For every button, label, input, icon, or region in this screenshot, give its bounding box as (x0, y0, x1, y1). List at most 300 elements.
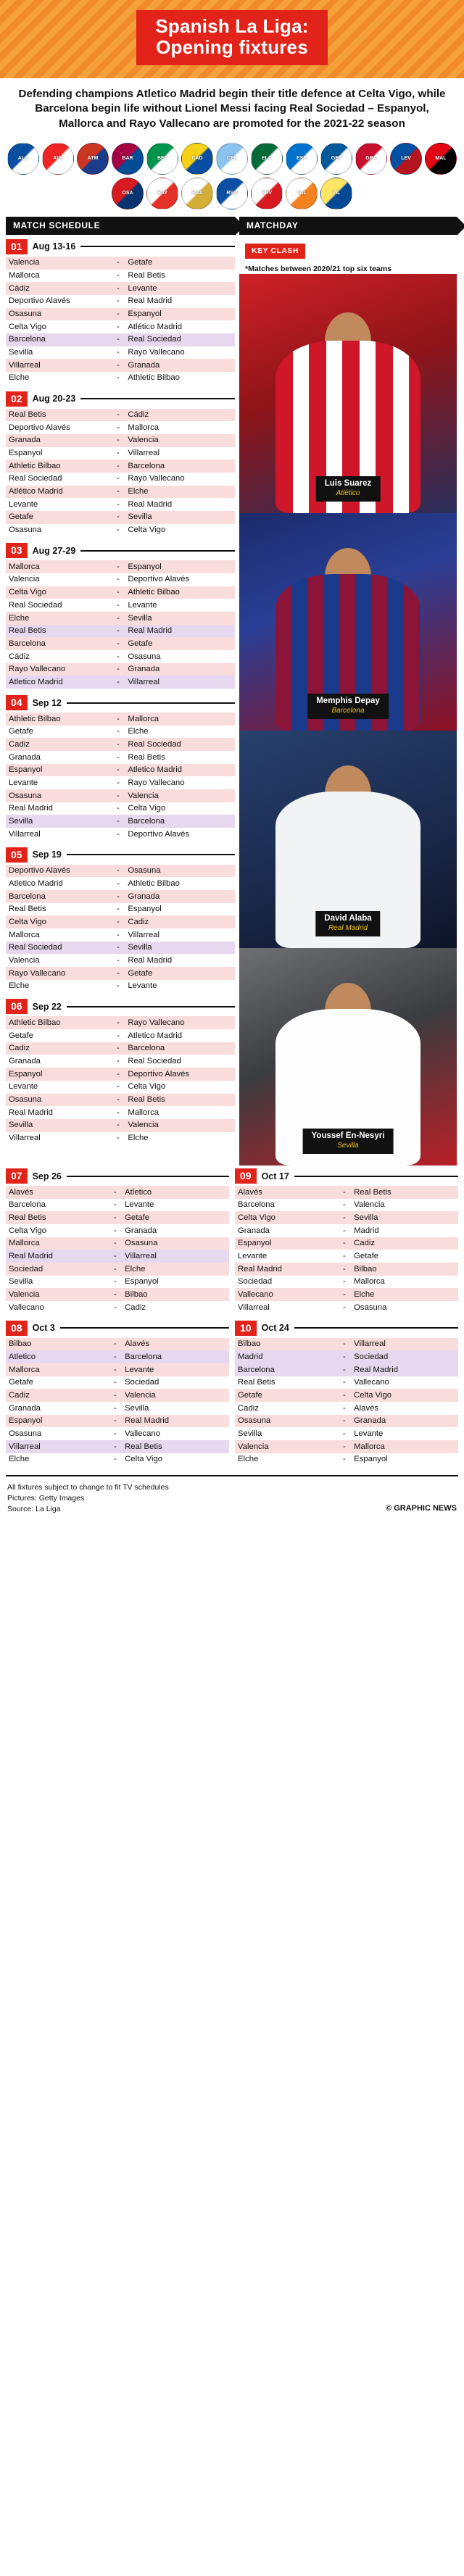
matchday-date: Aug 13-16 (32, 241, 76, 252)
away-team: Levante (125, 282, 235, 295)
away-team: Levante (125, 599, 235, 612)
fixture-table (235, 1186, 458, 1314)
fixture-separator: - (111, 282, 125, 295)
fixture-separator: - (338, 1402, 351, 1415)
home-team: Villarreal (6, 1132, 111, 1145)
matchday-number: 07 (6, 1168, 28, 1184)
fixture-separator: - (338, 1224, 351, 1237)
matchday-date: Oct 3 (32, 1323, 55, 1334)
fixture-row (6, 1376, 229, 1389)
home-team: Valencia (6, 1288, 109, 1301)
fixture-row (6, 980, 235, 993)
home-team: Mallorca (6, 1237, 109, 1250)
player-photo (239, 513, 457, 731)
fixture-separator: - (111, 1119, 125, 1132)
matchday-block (6, 1321, 229, 1466)
fixture-separator: - (111, 599, 125, 612)
matchday-number: 10 (235, 1321, 257, 1336)
fixture-separator: - (109, 1276, 122, 1289)
fixture-table (235, 1338, 458, 1466)
away-team: Sevilla (125, 942, 235, 955)
away-team: Vallecano (122, 1427, 229, 1440)
player-club: Atlético (336, 489, 360, 497)
player-club: Real Madrid (328, 924, 368, 932)
home-team: Celta Vigo (6, 586, 111, 599)
home-team: Levante (6, 776, 111, 789)
fixture-separator: - (111, 764, 125, 777)
club-crest (77, 143, 109, 175)
matchday-header (6, 543, 235, 558)
home-team: Osasuna (6, 308, 111, 321)
home-team: Cádiz (6, 650, 111, 663)
club-crest-abbr: SEV (261, 191, 272, 196)
fixture-separator: - (111, 346, 125, 360)
fixture-row (6, 637, 235, 650)
fixture-row (6, 1263, 229, 1276)
away-team: Osasuna (125, 865, 235, 878)
fixture-separator: - (111, 980, 125, 993)
home-team: Barcelona (6, 333, 111, 346)
section-bars (0, 217, 464, 235)
title-line-2: Opening fixtures (156, 36, 308, 59)
club-crest (251, 143, 283, 175)
player-name: David Alaba (324, 914, 372, 923)
away-team: Celta Vigo (125, 524, 235, 537)
matchday-rule (67, 1176, 229, 1177)
home-team: Valencia (6, 257, 111, 270)
home-team: Celta Vigo (235, 1211, 338, 1224)
home-team: Mallorca (6, 1363, 109, 1376)
fixture-row (6, 473, 235, 486)
fixture-row (235, 1224, 458, 1237)
matchday-rule (60, 1327, 229, 1329)
header-banner (0, 0, 464, 78)
fixture-separator: - (111, 802, 125, 815)
away-team: Sociedad (351, 1350, 458, 1363)
away-team: Rayo Vallecano (125, 346, 235, 360)
matchday-number: 09 (235, 1168, 257, 1184)
home-team: Celta Vigo (6, 1224, 109, 1237)
home-team: Barcelona (235, 1199, 338, 1212)
home-team: Rayo Vallecano (6, 663, 111, 676)
club-crest-abbr: CAD (191, 156, 203, 162)
away-team: Barcelona (125, 815, 235, 828)
away-team: Cádiz (125, 409, 235, 422)
standfirst-text: Defending champions Atletico Madrid begin their title defence at Celta Vigo, while Barcelona begin life without Lionel Messi facing Real Sociedad – Espanyol, Mallorca and Rayo Vallecano are promoted for the 2021-22 season (18, 88, 446, 130)
club-crest (286, 178, 318, 209)
fixture-row (235, 1186, 458, 1199)
away-team: Valencia (125, 434, 235, 447)
away-team: Real Madrid (125, 498, 235, 511)
away-team: Valencia (125, 1119, 235, 1132)
matchday-header (235, 1168, 458, 1184)
away-team: Levante (122, 1199, 229, 1212)
fixture-row (6, 1186, 229, 1199)
fixture-table (6, 712, 235, 841)
fixture-separator: - (111, 815, 125, 828)
home-team: Osasuna (6, 1094, 111, 1107)
club-crest (320, 178, 352, 209)
fixture-row (6, 524, 235, 537)
home-team: Granada (235, 1224, 338, 1237)
fixture-separator: - (111, 560, 125, 573)
away-team: Atletico Madrid (125, 764, 235, 777)
fixture-separator: - (111, 434, 125, 447)
away-team: Getafe (351, 1250, 458, 1263)
matchday-header (6, 847, 235, 863)
fixture-row (6, 751, 235, 764)
away-team: Real Sociedad (125, 333, 235, 346)
fixture-row (235, 1199, 458, 1212)
away-team: Espanyol (125, 903, 235, 916)
fixture-row (6, 1016, 235, 1029)
away-team: Atletico (122, 1186, 229, 1199)
fixture-row (6, 1042, 235, 1055)
fixture-table (6, 1016, 235, 1144)
fixture-separator: - (109, 1402, 122, 1415)
fixture-separator: - (111, 486, 125, 499)
photo-caption (315, 911, 380, 936)
club-crest (112, 178, 144, 209)
home-team: Sevilla (6, 1276, 109, 1289)
matchday-rule (80, 398, 235, 399)
fixture-separator: - (109, 1415, 122, 1428)
matchday-number: 01 (6, 239, 28, 254)
home-team: Athletic Bilbao (6, 712, 111, 726)
club-crest-abbr: ATH (53, 156, 63, 162)
fixture-table (6, 1186, 229, 1314)
matchday-date: Sep 26 (32, 1171, 62, 1181)
fixture-row (6, 359, 235, 372)
club-crest (320, 143, 352, 175)
fixture-separator: - (111, 1016, 125, 1029)
matchday-block (235, 1168, 458, 1314)
fixture-separator: - (111, 1042, 125, 1055)
fixture-row (6, 1094, 235, 1107)
fixture-row (6, 409, 235, 422)
away-team: Deportivo Alavés (125, 1068, 235, 1081)
player-name: Luis Suarez (324, 479, 372, 489)
photo-caption (303, 1129, 394, 1154)
home-team: Madrid (235, 1350, 338, 1363)
away-team: Celta Vigo (125, 1081, 235, 1094)
home-team: Real Sociedad (6, 599, 111, 612)
away-team: Athletic Bilbao (125, 877, 235, 890)
away-team: Rayo Vallecano (125, 776, 235, 789)
fixture-separator: - (111, 1081, 125, 1094)
club-crest (216, 143, 248, 175)
fixture-separator: - (111, 1106, 125, 1119)
fixture-row (235, 1363, 458, 1376)
fixture-row (6, 460, 235, 473)
fixture-separator: - (111, 308, 125, 321)
home-team: Cádiz (6, 282, 111, 295)
fixture-row (235, 1427, 458, 1440)
matchday-number: 05 (6, 847, 28, 863)
fixture-row (6, 1250, 229, 1263)
home-team: Celta Vigo (6, 915, 111, 928)
fixture-row (6, 333, 235, 346)
fixture-row (6, 738, 235, 751)
home-team: Real Betis (6, 409, 111, 422)
home-team: Bilbao (6, 1338, 109, 1351)
club-crest-abbr: BAR (122, 156, 133, 162)
fixture-separator: - (111, 612, 125, 625)
home-team: Elche (6, 980, 111, 993)
matchday-bar: MATCHDAY (239, 217, 457, 235)
matchday-date: Sep 12 (32, 697, 62, 708)
matchday-rule (294, 1327, 458, 1329)
fixture-row (6, 764, 235, 777)
matchday-rule (67, 1006, 235, 1007)
away-team: Villarreal (125, 447, 235, 460)
fixture-separator: - (111, 877, 125, 890)
fixture-row (6, 802, 235, 815)
fixture-row (6, 1211, 229, 1224)
away-team: Madrid (351, 1224, 458, 1237)
fixture-row (6, 295, 235, 308)
fixture-separator: - (111, 270, 125, 283)
away-team: Cadiz (122, 1301, 229, 1314)
club-crest (286, 143, 318, 175)
fixture-table (6, 409, 235, 537)
player-name: Memphis Depay (316, 697, 380, 706)
fixture-row (6, 1068, 235, 1081)
away-team: Sociedad (122, 1376, 229, 1389)
fixture-row (6, 1106, 235, 1119)
away-team: Vallecano (351, 1376, 458, 1389)
fixture-row (6, 726, 235, 739)
matchday-date: Oct 24 (261, 1323, 289, 1334)
home-team: Espanyol (6, 764, 111, 777)
fixture-separator: - (111, 257, 125, 270)
matchday-block (235, 1321, 458, 1466)
club-crest-abbr: ALA (17, 156, 29, 162)
away-team: Real Madrid (351, 1363, 458, 1376)
fixture-row (6, 712, 235, 726)
fixture-row (235, 1250, 458, 1263)
fixture-separator: - (111, 333, 125, 346)
matchday-rule (80, 246, 235, 247)
home-team: Sevilla (6, 346, 111, 360)
home-team: Granada (6, 751, 111, 764)
home-team: Real Betis (6, 1211, 109, 1224)
fixture-row (6, 1237, 229, 1250)
fixture-separator: - (111, 625, 125, 638)
home-team: Real Betis (6, 625, 111, 638)
home-team: Sevilla (6, 1119, 111, 1132)
fixture-row (235, 1402, 458, 1415)
fixture-separator: - (111, 776, 125, 789)
fixture-row (6, 511, 235, 524)
fixture-separator: - (338, 1288, 351, 1301)
fixture-table (6, 1338, 229, 1466)
fixture-row (6, 789, 235, 802)
club-crest (7, 143, 39, 175)
fixture-row (6, 421, 235, 434)
player-name: Youssef En-Nesyri (311, 1131, 385, 1141)
matchday-header (6, 1321, 229, 1336)
fixture-row (6, 573, 235, 586)
fixture-row (235, 1350, 458, 1363)
fixture-separator: - (111, 359, 125, 372)
fixture-separator: - (338, 1415, 351, 1428)
fixture-row (6, 308, 235, 321)
home-team: Osasuna (235, 1415, 338, 1428)
away-team: Espanyol (122, 1276, 229, 1289)
away-team: Bilbao (122, 1288, 229, 1301)
home-team: Sevilla (6, 815, 111, 828)
away-team: Atletico Madrid (125, 1029, 235, 1042)
fixture-separator: - (338, 1350, 351, 1363)
page-title (136, 10, 327, 65)
away-team: Alavés (122, 1338, 229, 1351)
away-team: Espanyol (351, 1453, 458, 1466)
home-team: Sociedad (6, 1263, 109, 1276)
home-team: Espanyol (6, 1068, 111, 1081)
fixture-separator: - (109, 1376, 122, 1389)
club-crest-abbr: ATM (87, 156, 99, 162)
fixture-separator: - (338, 1453, 351, 1466)
matchday-number: 02 (6, 391, 28, 407)
away-team: Mallorca (125, 1106, 235, 1119)
fixture-row (6, 954, 235, 967)
home-team: Getafe (6, 1376, 109, 1389)
home-team: Real Madrid (6, 1106, 111, 1119)
away-team: Sevilla (122, 1402, 229, 1415)
fixture-separator: - (109, 1250, 122, 1263)
fixture-row (6, 1288, 229, 1301)
matchday-block (6, 1168, 229, 1314)
fixture-separator: - (111, 447, 125, 460)
matchday-header (6, 999, 235, 1014)
home-team: Celta Vigo (6, 320, 111, 333)
club-crest (390, 143, 422, 175)
home-team: Bilbao (235, 1338, 338, 1351)
fixture-separator: - (109, 1440, 122, 1453)
away-team: Levante (125, 980, 235, 993)
home-team: Levante (6, 498, 111, 511)
fixture-row (235, 1415, 458, 1428)
away-team: Mallorca (351, 1276, 458, 1289)
fixture-row (235, 1440, 458, 1453)
footer-line-3: Source: La Liga (7, 1504, 61, 1513)
home-team: Elche (6, 1453, 109, 1466)
home-team: Deportivo Alavés (6, 421, 111, 434)
fixture-row (6, 915, 235, 928)
fixture-row (6, 1132, 235, 1145)
home-team: Granada (6, 434, 111, 447)
home-team: Barcelona (6, 637, 111, 650)
fixture-separator: - (111, 409, 125, 422)
fixture-separator: - (111, 954, 125, 967)
away-team: Real Madrid (125, 954, 235, 967)
fixture-separator: - (109, 1301, 122, 1314)
fixture-row (6, 928, 235, 942)
home-team: Atletico (6, 1350, 109, 1363)
away-team: Real Betis (125, 751, 235, 764)
away-team: Real Madrid (122, 1415, 229, 1428)
home-team: Barcelona (6, 1199, 109, 1212)
home-team: Osasuna (6, 1427, 109, 1440)
home-team: Deportivo Alavés (6, 865, 111, 878)
fixture-row (6, 498, 235, 511)
away-team: Celta Vigo (351, 1389, 458, 1402)
home-team: Deportivo Alavés (6, 295, 111, 308)
fixture-separator: - (111, 903, 125, 916)
away-team: Barcelona (125, 1042, 235, 1055)
away-team: Elche (125, 726, 235, 739)
fixture-row (235, 1338, 458, 1351)
fixture-separator: - (111, 890, 125, 903)
fixture-row (6, 828, 235, 841)
lower-column-right (235, 1168, 458, 1472)
fixture-row (6, 1276, 229, 1289)
home-team: Cadiz (6, 1042, 111, 1055)
fixture-separator: - (338, 1427, 351, 1440)
club-crest-abbr: RMA (191, 191, 203, 196)
fixture-separator: - (111, 320, 125, 333)
club-crest-abbr: VAL (297, 191, 307, 196)
fixture-separator: - (109, 1389, 122, 1402)
fixture-row (235, 1288, 458, 1301)
home-team: Villarreal (6, 1440, 109, 1453)
fixture-separator: - (111, 511, 125, 524)
matchday-number: 08 (6, 1321, 28, 1336)
photo-caption (316, 476, 381, 502)
home-team: Atletico Madrid (6, 676, 111, 689)
away-team: Osasuna (125, 650, 235, 663)
away-team: Elche (125, 1132, 235, 1145)
fixture-separator: - (109, 1338, 122, 1351)
fixture-separator: - (111, 712, 125, 726)
fixture-row (235, 1453, 458, 1466)
photo-caption (307, 694, 389, 719)
away-team: Athletic Bilbao (125, 586, 235, 599)
fixture-row (6, 663, 235, 676)
home-team: Elche (235, 1453, 338, 1466)
home-team: Real Madrid (6, 1250, 109, 1263)
fixture-separator: - (109, 1199, 122, 1212)
home-team: Real Madrid (235, 1263, 338, 1276)
matchday-number: 06 (6, 999, 28, 1014)
away-team: Mallorca (125, 421, 235, 434)
fixture-row (6, 1363, 229, 1376)
match-schedule-bar: MATCH SCHEDULE (6, 217, 235, 235)
fixture-separator: - (111, 828, 125, 841)
matchday-date: Sep 19 (32, 849, 62, 860)
fixture-row (6, 903, 235, 916)
matchday-rule (294, 1176, 458, 1177)
away-team: Getafe (122, 1211, 229, 1224)
fixture-row (6, 320, 235, 333)
home-team: Valencia (6, 573, 111, 586)
fixture-row (6, 865, 235, 878)
fixture-separator: - (111, 650, 125, 663)
away-team: Real Madrid (125, 295, 235, 308)
fixture-row (6, 967, 235, 980)
home-team: Cadiz (6, 738, 111, 751)
away-team: Sevilla (351, 1211, 458, 1224)
home-team: Getafe (6, 1029, 111, 1042)
footer-line-1: All fixtures subject to change to fit TV schedules (7, 1483, 169, 1492)
home-team: Alavés (235, 1186, 338, 1199)
main-body (0, 235, 464, 1166)
home-team: Atletico Madrid (6, 877, 111, 890)
away-team: Osasuna (351, 1301, 458, 1314)
away-team: Cadiz (351, 1237, 458, 1250)
fixture-row (6, 1415, 229, 1428)
